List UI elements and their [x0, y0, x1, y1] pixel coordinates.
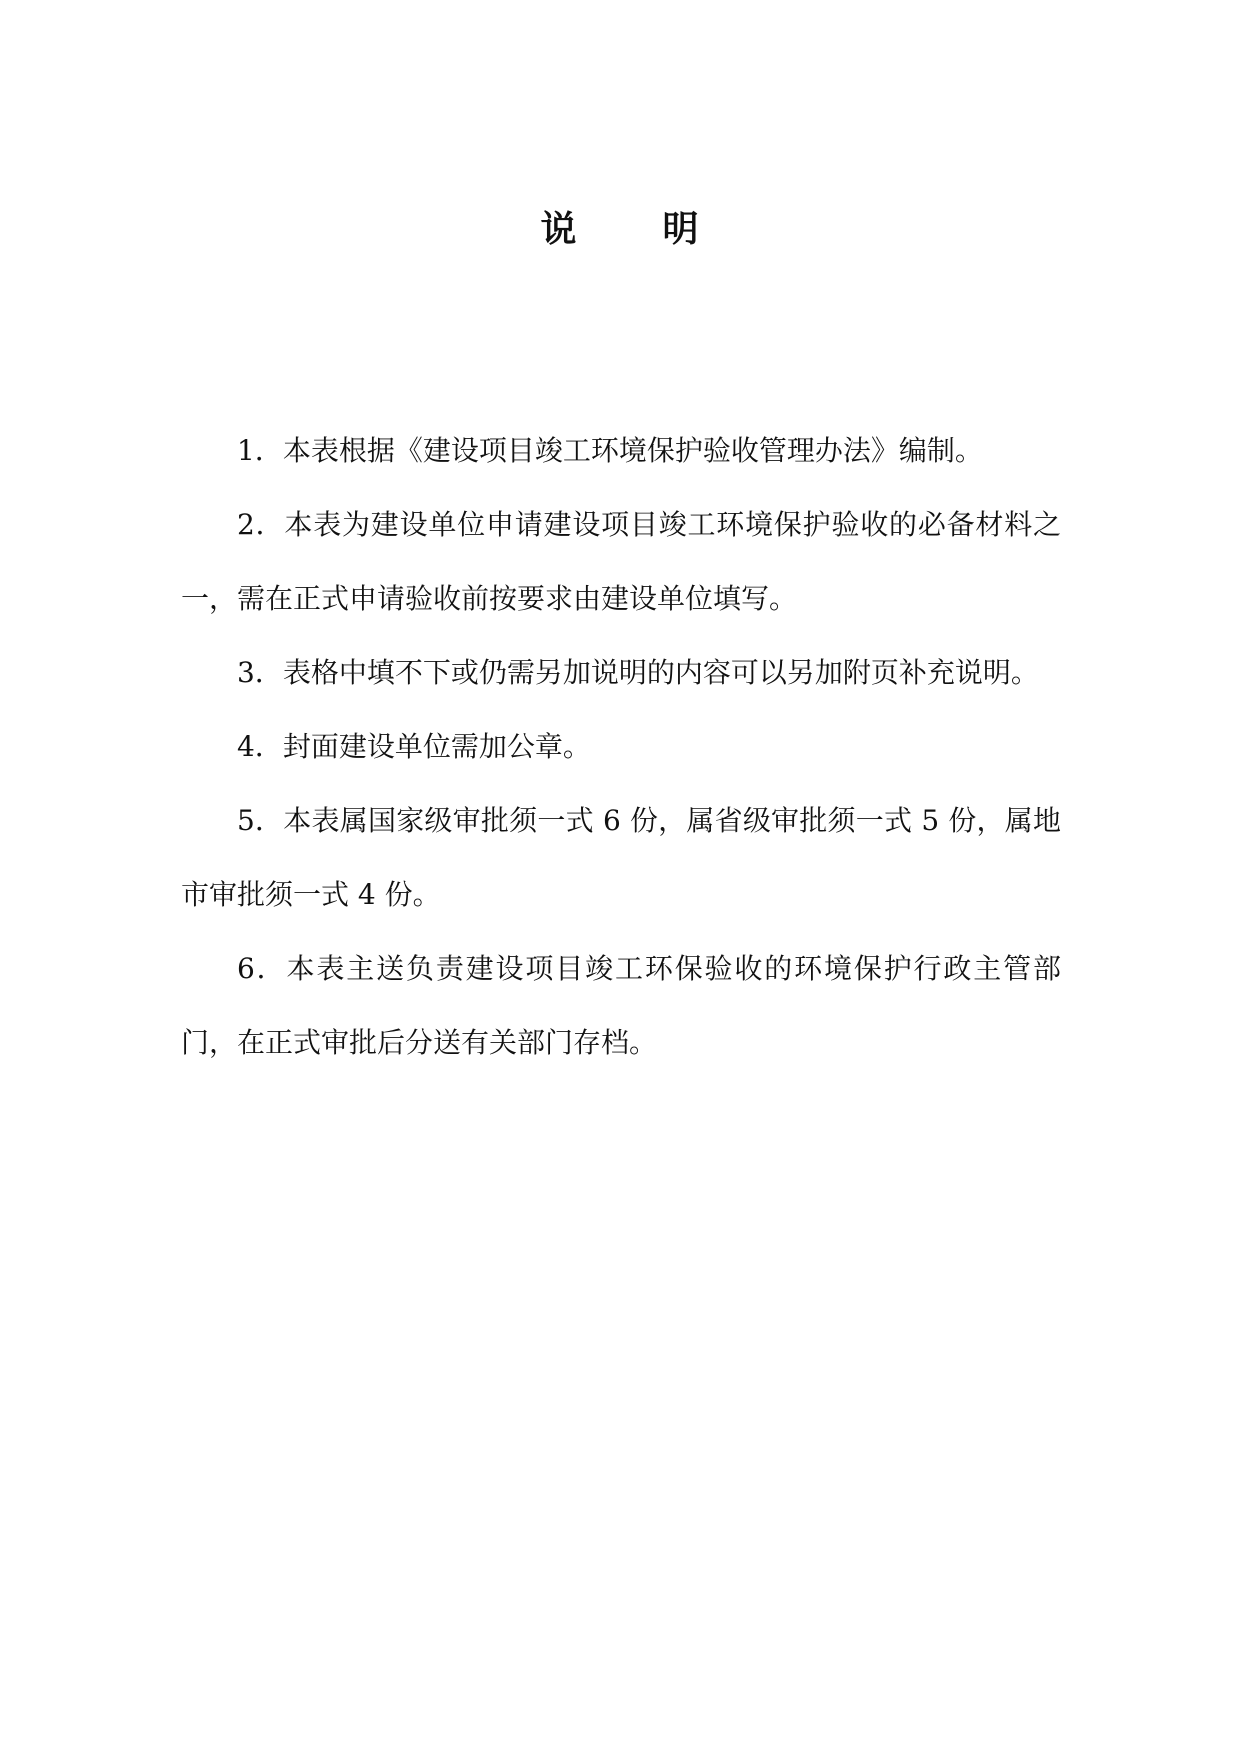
instruction-item-1: 1．本表根据《建设项目竣工环境保护验收管理办法》编制。 [237, 434, 983, 467]
instruction-item-2: 2．本表为建设单位申请建设项目竣工环境保护验收的必备材料之一，需在正式申请验收前按要求由建设单位填写。 [181, 508, 1061, 615]
title-char-1: 说 [540, 208, 579, 251]
instruction-item-6: 6．本表主送负责建设项目竣工环保验收的环境保护行政主管部门，在正式审批后分送有关部门存档。 [181, 952, 1061, 1059]
title-char-2: 明 [662, 208, 701, 251]
page-title [0, 204, 1241, 254]
instructions-list [181, 414, 1061, 1080]
instruction-item-3: 3．表格中填不下或仍需另加说明的内容可以另加附页补充说明。 [237, 656, 1039, 689]
instruction-item-4: 4．封面建设单位需加公章。 [237, 730, 591, 763]
instruction-item-5: 5．本表属国家级审批须一式 6 份，属省级审批须一式 5 份，属地市审批须一式 4 份。 [181, 804, 1061, 911]
